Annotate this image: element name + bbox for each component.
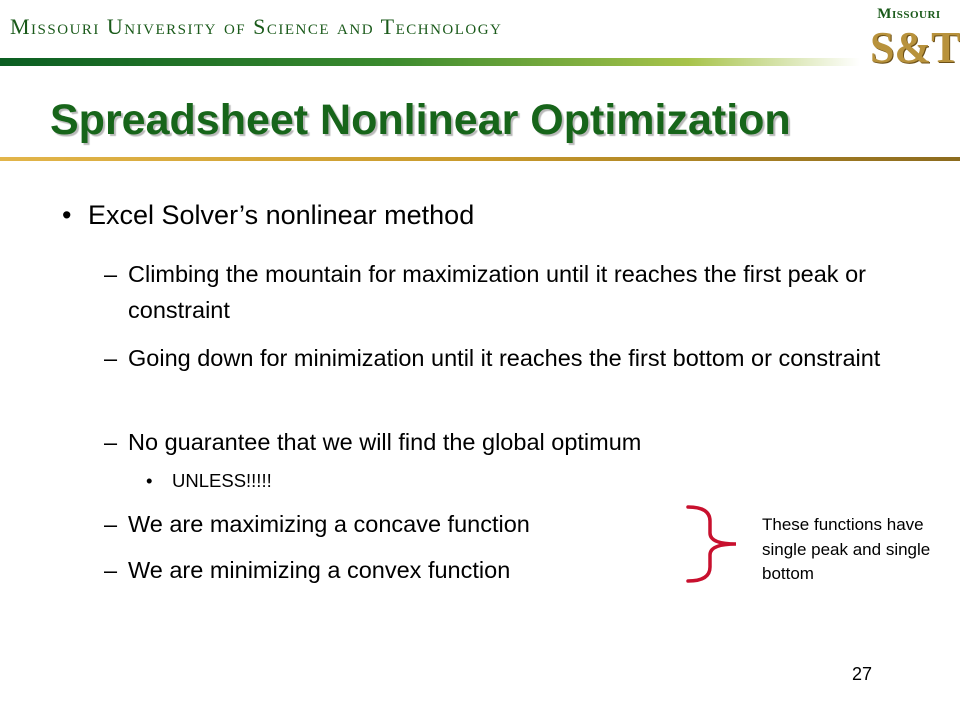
sub-bullet-text: We are maximizing a concave function xyxy=(128,511,530,537)
curly-brace-icon xyxy=(684,503,740,585)
university-logo xyxy=(860,4,960,76)
logo-top-text: Missouri xyxy=(877,6,941,22)
sub-bullet-text: We are minimizing a convex function xyxy=(128,557,511,583)
dash-glyph: – xyxy=(104,557,118,583)
sub-bullet-text: No guarantee that we will find the global optimum xyxy=(128,429,642,455)
sub-bullet-text: Climbing the mountain for maximization until it reaches the first peak or constraint xyxy=(128,261,866,323)
side-note: These functions have single peak and single bottom xyxy=(762,515,931,583)
dash-glyph: – xyxy=(104,511,118,537)
bullet-glyph: • xyxy=(62,200,72,230)
dash-glyph: – xyxy=(104,261,118,287)
bullet-glyph: • xyxy=(146,470,153,491)
page-number: 27 xyxy=(852,664,873,684)
header xyxy=(0,0,960,62)
sub-bullet-text: Going down for minimization until it reaches the first bottom or constraint xyxy=(128,345,881,371)
title-gold-rule xyxy=(0,157,960,161)
bullet-text: Excel Solver’s nonlinear method xyxy=(88,200,475,230)
logo-mark: S&T xyxy=(870,23,960,72)
sub-sub-bullet-text: UNLESS!!!!! xyxy=(172,470,272,491)
header-green-rule xyxy=(0,58,860,66)
dash-glyph: – xyxy=(104,345,118,371)
university-name: Missouri University of Science and Technology xyxy=(10,14,503,39)
slide-title: Spreadsheet Nonlinear Optimization xyxy=(50,96,791,144)
dash-glyph: – xyxy=(104,429,118,455)
